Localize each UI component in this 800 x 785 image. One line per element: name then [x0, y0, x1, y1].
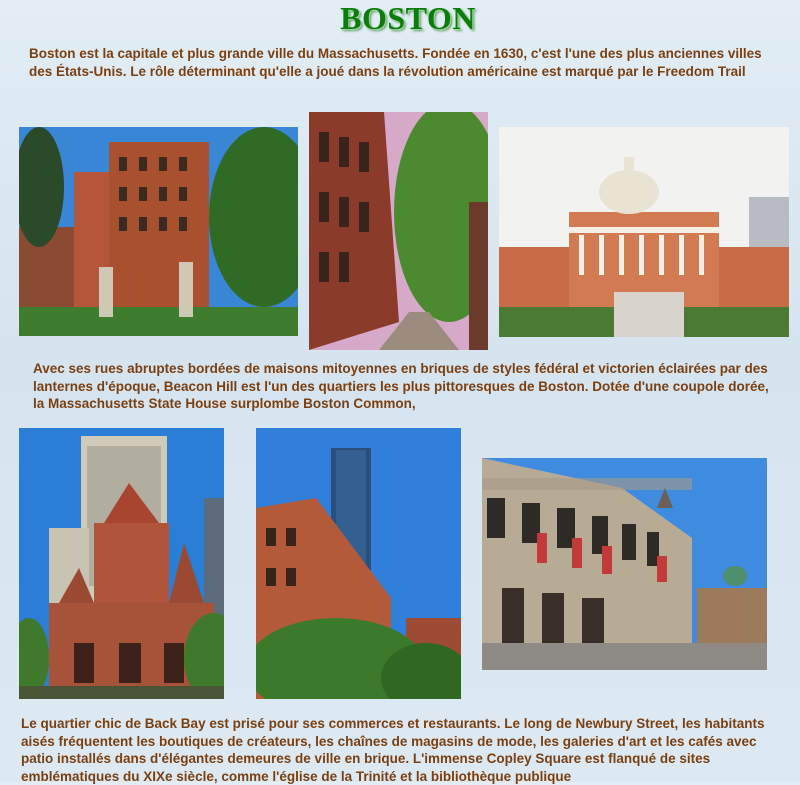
- beacon-hill-paragraph: Avec ses rues abruptes bordées de maisons mitoyennes en briques de styles fédéral et victorien éclairées par des lanternes d'époque, Beacon Hill est l'un des quartiers les plus pittoresques de Boston. Dotée d'une coupole dorée, la Massachusetts State House surplombe Boston Common,: [33, 361, 769, 411]
- beacon-hill-brownstones-photo: [19, 127, 298, 336]
- intro-paragraph: Boston est la capitale et plus grande ville du Massachusetts. Fondée en 1630, c'est l'une des plus anciennes villes des États-Unis. Le rôle déterminant qu'elle a joué dans la révolution américaine est marqué par le Freedom Trail: [29, 46, 762, 79]
- back-bay-street-photo: [256, 428, 461, 699]
- acorn-street-photo: [309, 112, 488, 350]
- boston-public-library-photo: [482, 458, 767, 670]
- state-house-photo: [499, 127, 789, 337]
- trinity-church-photo: [19, 428, 224, 699]
- page-title: BOSTON: [340, 0, 476, 36]
- back-bay-paragraph: Le quartier chic de Back Bay est prisé pour ses commerces et restaurants. Le long de Newbury Street, les habitants aisés fréquentent les boutiques de créateurs, les chaînes de magasins de mode, les galeries d'art et les cafés avec patio installés dans d'élégantes demeures de ville en brique. L'immense Copley Square est flanqué de sites emblématiques du XIXe siècle, comme l'église de la Trinité et la bibliothèque publique: [21, 716, 765, 784]
